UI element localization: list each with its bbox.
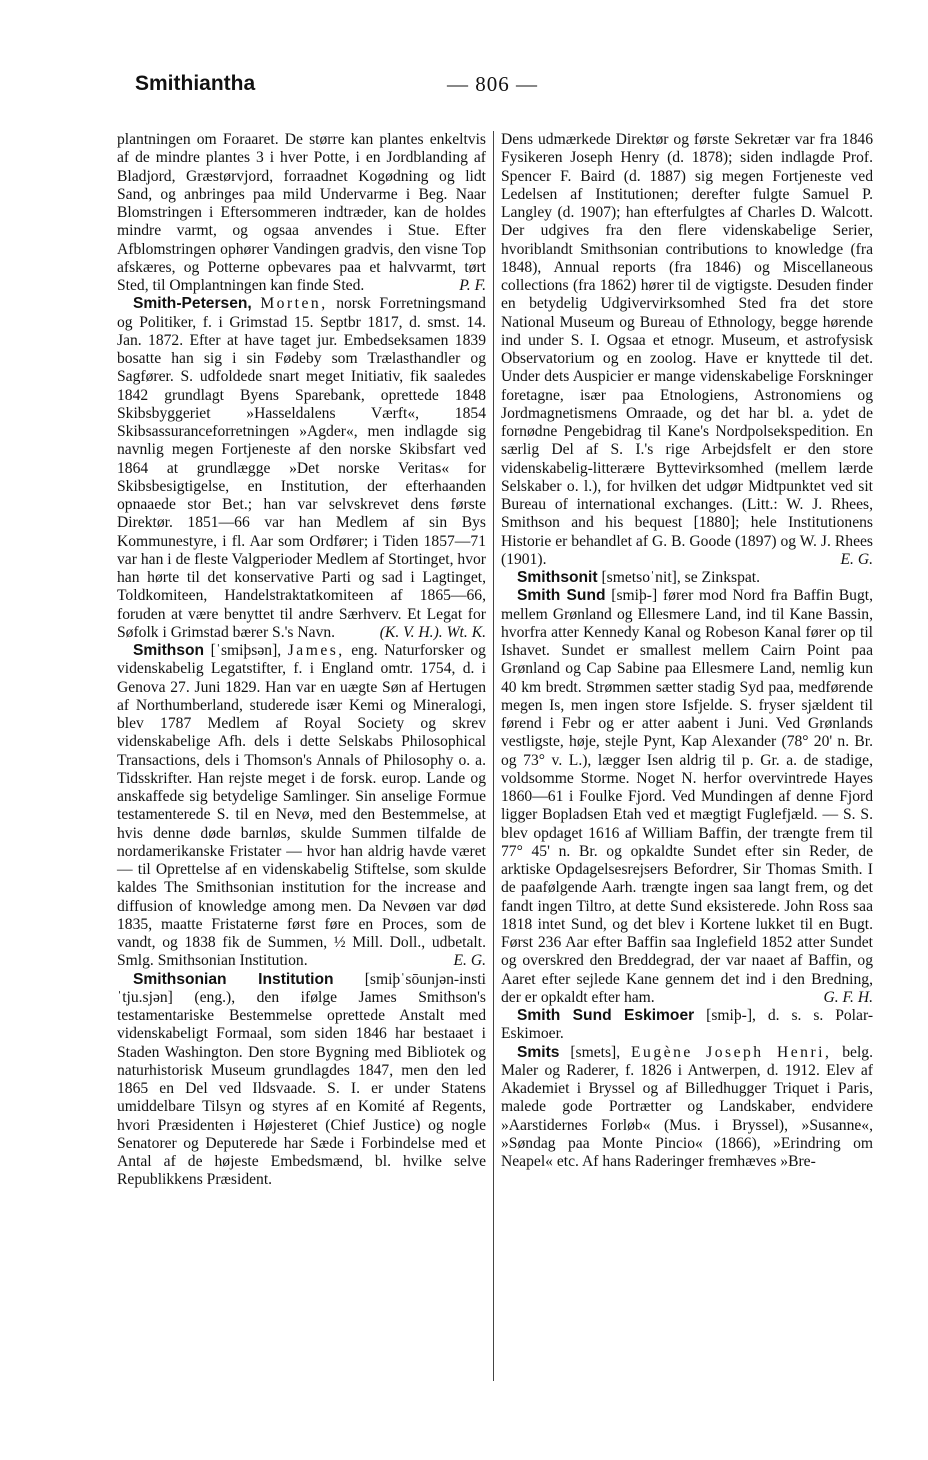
entry-headword: Smithsonian Institution [133,970,334,988]
entry-smith-sund: Smith Sund [smiþ-] fører mod Nord fra Baffin Bugt, mellem Grønland og Ellesmere Land, ind til Kane Bassin, hvorfra atter Kennedy Kanal og Robeson Kanal fører op til Ishavet. Sundet er smallest mellem Cairn Point paa Grønland og Cap Sabine paa Ellesmere Land, nemlig kun 40 km bredt. Strømmen sætter stadig Syd paa, medførende megen Is, men ingen store Isfjelde. S. fryser sjældent til førend i Febr og er atter aabent i Juni. Ved Grønlands vestligste, høje, stejle Pynt, Kap Alexander (78° 20' n. Br. og 73° v. L.), lægger Isen aldrig til p. Gr. a. de stadige, voldsomme Storme. Noget N. herfor overvintrede Hayes 1860—61 i Foulke Fjord. Ved Mundingen af denne Fjord ligger Bopladsen Etah ved et mægtigt Fuglefjæld. — S. S. blev opdaget 1616 af William Baffin, der trængte frem til 77° 45' n. Br. og opkaldte Sundet efter sin Reder, de arktiske Opdagelsesrejsers Befordrer, Sir Thomas Smith. I de paafølgende Aarh. trængte ingen saa langt frem, og det fandt ingen Tiltro, at dette Sund eksisterede. John Ross saa 1818 intet Sund, og det blev i Kortene lukket til en Bugt. Først 236 Aar efter Baffin saa Inglefield 1852 atter Sundet og overskred den Breddegrad, der var naaet af Baffin, og Aaret efter sejlede Kane gennem det ind i den Bredning, der er opkaldt efter ham. G. F. H. [501,587,873,1006]
column-divider [493,131,494,1381]
author-signature: G. F. H. [823,988,873,1006]
right-column [501,131,873,1171]
page-header [0,72,928,112]
entry-smithson: Smithson [ˈsmiþsən], James, eng. Naturforsker og videnskabelig Legatstifter, f. i England omtr. 1754, d. i Genova 27. Juni 1829. Han var en uægte Søn af Hertugen af Northumberland, studerede især Kemi og Mineralogi, blev 1787 Medlem af Royal Society og skrev videnskabelige Afh. dels i dette Selskabs Philosophical Transactions, dels i Thomson's Annals of Philosophy o. a. Tidsskrifter. Han rejste meget i de forsk. europ. Lande og anskaffede sig betydelige Samlinger. Sin anselige Formue testamenterede S. til en Nevø, med den Bestemmelse, at hvis denne døde barnløs, skulde Summen tilfalde de nordamerikanske Fristater — hvor han aldrig havde været — til Oprettelse af en videnskabelig Stiftelse, som skulde kaldes The Smithsonian institution for the increase and diffusion of knowledge among men. Da Nevøen var død 1835, maatte Fristaterne først føre en Proces, som de vandt, og 1838 fik de Summen, ½ Mill. Doll., udbetalt. Smlg. Smithsonian Institution. E. G. [117,642,486,970]
author-signature: P. F. [459,277,486,294]
running-headword: Smithiantha [135,72,256,95]
entry-headword: Smith Sund Eskimoer [517,1007,695,1024]
entry-smith-petersen: Smith-Petersen, Morten, norsk Forretningsmand og Politiker, f. i Grimstad 15. Septbr 1817, d. smst. 14. Jan. 1872. Efter at have taget jur. Embedseksamen 1839 bosatte han sig i sin Fødeby som Trælasthandler og Sagfører. S. udfoldede snart meget Initiativ, fik saaledes 1842 grundlagt Byens Sparebank, oprettede 1848 Skibsbyggeriet »Hasseldalens Værft«, 1854 Skibsassuranceforretningen »Agder«, men indlagde sig navnlig megen Fortjeneste af den norske Skibsfart ved 1864 at grundlægge »Det norske Veritas« for Skibsbesigtigelse, en Institution, der efterhaanden opnaaede stor Bet.; han var selvskrevet dens første Direktør. 1851—66 var han Medlem af sin Bys Kommunestyre, i fl. Aar som Ordfører; i Tiden 1857—71 var han i de fleste Valgperioder Medlem af Stortinget, hvor han hørte til det konservative Parti og sad i Lagtinget, Toldkomiteen, Handelstraktatkomiteen af 1865—66, foruden at være benyttet til andre Særhverv. Et Legat for Søfolk i Grimstad bærer S.'s Navn. (K. V. H.). Wt. K. [117,295,486,641]
entry-continuation: plantningen om Foraaret. De større kan plantes enkeltvis af de mindre plantes 3 i hver Potte, i en Jordblanding af Bladjord, Græstørvjord, forraadnet Kogødning og lidt Sand, og anbringes paa mild Undervarme i Beg. Naar Blomstringen i Eftersommeren indtræder, kan de holdes mindre varmt, og ogsaa anvendes i Stue. Efter Afblomstringen ophører Vandingen gradvis, den visne Top afskæres, og Potterne opbevares paa et halvvarmt, tørt Sted, til Omplantningen kan finde Sted. P. F. [117,131,486,294]
author-signature: E. G. [453,952,486,970]
entry-smithsonian-institution: Smithsonian Institution [smiþˈsōunjən-instiˈtju.sjən] (eng.), den ifølge James Smithson's testamentariske Bestemmelse oprettede Anstalt med videnskabeligt Formaal, som siden 1846 har bestaaet i Staden Washington. Den store Bygning med Bibliotek og naturhistorisk Museum grundlagdes 1847, men den led 1865 en Del ved Ildsvaade. S. I. er under Statens umiddelbare Tilsyn og styres af en Komité af Regents, hvori Præsidenten i Højesteret (Chief Justice) og nogle Senatorer og Deputerede har Sæde i Forbindelse med et Antal af de højeste Embedsmænd, bl. hvilke selve Republikkens Præsident. [117,970,486,1189]
left-column [117,131,486,1190]
entry-headword: Smits [517,1043,560,1061]
entry-continuation: Dens udmærkede Direktør og første Sekretær var fra 1846 Fysikeren Joseph Henry (d. 1878); siden indlagde Prof. Spencer F. Baird (d. 1887) sig megen Fortjeneste ved Ledelsen af Institutionen; derefter fulgte Samuel P. Langley (d. 1907); han efterfulgtes af Charles D. Walcott. Der udgives fra den flere videnskabelige Serier, hvoriblandt Smithsonian contributions to knowledge (fra 1848), Annual reports (fra 1846) og Miscellaneous collections (fra 1862) hører til de vigtigste. Desuden finder en betydelig Udgivervirksomhed Sted fra det store National Museum og Bureau of Ethnology, begge hørende ind under S. I. Ogsaa et etnogr. Museum, et astrofysisk Observatorium og en zoolog. Have er knyttede til det. Under dets Auspicier er mange videnskabelige Forskninger foretagne, især paa Etnologiens, Astronomiens og Jordmagnetismens Omraade, og det har bl. a. ydet de fornødne Pengebidrag til Kane's Nordpolsekspedition. En særlig Del af S. I.'s rige Arbejdsfelt er den store videnskabelig-litterære Byttevirksomhed (mellem lærde Selskaber o. l.), for hvilken det udgør Midtpunktet ved sit Bureau of international exchanges. (Litt.: W. J. Rhees, Smithson and his bequest [1880]; hele Institutionens Historie er behandlet af G. B. Goode (1897) og W. J. Rhees (1901). E. G. [501,131,873,568]
entry-smithsonit: Smithsonit [smetsoˈnit], se Zinkspat. [517,569,761,586]
page-number: — 806 — [447,72,538,96]
author-signature: (K. V. H.). Wt. K. [379,623,486,641]
entry-headword: Smith-Petersen, [133,295,252,313]
entry-headword: Smith Sund [517,587,606,605]
entry-smits: Smits [smets], Eugène Joseph Henri, belg. Maler og Raderer, f. 1826 i Antwerpen, d. 1912. Elev af Akademiet i Bryssel og af Billedhugger Triquet i Paris, malede gode Portrætter og Landskaber, endvidere »Aarstidernes Forløb« (Mus. i Bryssel), »Susanne«, »Søndag paa Monte Pincio« (1866), »Erindring om Neapel« etc. Af hans Raderinger fremhæves »Bre- [501,1043,873,1170]
entry-smith-sund-eskimoer: Smith Sund Eskimoer [smiþ-], d. s. s. Polar-Eskimoer. [501,1007,874,1043]
author-signature: E. G. [840,550,873,568]
entry-headword: Smithson [133,642,205,659]
entry-headword: Smithsonit [517,569,598,586]
